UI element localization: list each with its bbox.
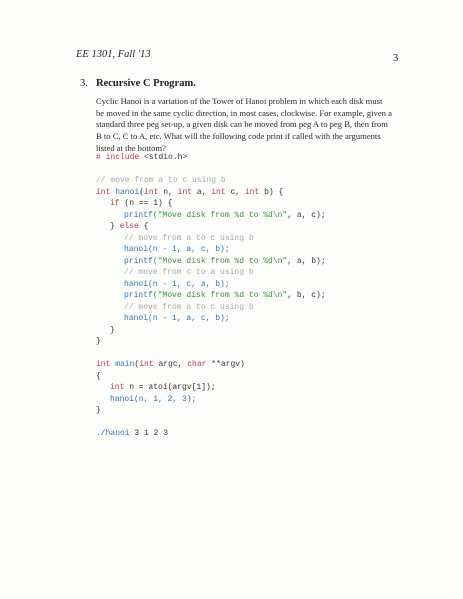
recursive-call: hanoi(n - 1, a, c, b); [124, 314, 230, 323]
code-text: , b, c); [287, 291, 326, 300]
code-comment: // move from c to a using b [124, 268, 254, 277]
code-text: , a, b); [287, 257, 326, 266]
code-text: ( [139, 188, 145, 197]
variable-declaration [110, 383, 216, 392]
code-text: ( [134, 360, 140, 369]
preprocessor-directive: # include [96, 153, 140, 162]
program-name: ./hanoi [96, 429, 130, 438]
course-header: EE 1301, Fall '13 [76, 49, 151, 60]
printf-call [124, 211, 326, 220]
code-text: c, [225, 188, 245, 197]
function-name: printf [124, 291, 153, 300]
code-text: n, [158, 188, 178, 197]
problem-line: standard three peg set-up, a given disk can be moved from peg A to peg B, then from [96, 119, 388, 130]
string-literal: ("Move disk from %d to %d\n" [152, 291, 288, 300]
recursive-call: hanoi(n - 1, a, c, b); [124, 245, 230, 254]
code-text: (n == 1) { [119, 199, 173, 208]
keyword: int [96, 360, 111, 369]
string-literal: ("Move disk from %d to %d\n" [152, 211, 288, 220]
keyword: int [144, 188, 159, 197]
include-file: <stdio.h> [139, 153, 188, 162]
function-name: printf [124, 257, 153, 266]
code-comment: // move from a to c using b [96, 176, 226, 185]
function-name: main [110, 360, 135, 369]
code-text: a, [192, 188, 212, 197]
keyword: int [244, 188, 260, 197]
keyword: char [187, 360, 207, 369]
problem-line: Cyclic Hanoi is a variation of the Tower of Hanoi problem in which each disk must [96, 96, 383, 106]
code-text: **argv) [206, 360, 245, 369]
problem-description [96, 96, 403, 155]
function-signature [96, 188, 283, 197]
closing-brace: } [96, 406, 101, 415]
code-comment: // move from a to c using b [124, 234, 254, 243]
keyword: int [139, 360, 154, 369]
keyword: int [211, 188, 226, 197]
include-line [96, 153, 187, 162]
printf-call [124, 257, 326, 266]
code-text: argc, [153, 360, 188, 369]
problem-line: listed at the bottom? [96, 142, 166, 153]
page-number: 3 [393, 53, 399, 64]
closing-brace: } [96, 337, 101, 346]
opening-brace: { [96, 372, 101, 381]
command-arguments: 3 1 2 3 [129, 429, 169, 438]
function-name: hanoi [110, 188, 140, 197]
hanoi-call: hanoi(n, 1, 2, 3); [110, 395, 197, 404]
code-text: , a, c); [287, 211, 326, 220]
code-text: } [110, 222, 120, 231]
keyword: int [177, 188, 193, 197]
keyword: else [119, 222, 139, 231]
printf-call [124, 291, 326, 300]
code-text: { [138, 222, 149, 231]
closing-brace: } [110, 326, 115, 335]
problem-line: B to C, C to A, etc. What will the following code print if called with the arguments [96, 131, 381, 142]
problem-title: Recursive C Program. [96, 78, 196, 89]
keyword: if [110, 199, 120, 208]
keyword: int [96, 188, 111, 197]
code-text: n = atoi(argv[1]); [124, 383, 216, 392]
problem-line: be moved in the same cyclic direction, in most cases, clockwise. For example, given a [96, 107, 392, 118]
else-statement [110, 222, 148, 231]
code-comment: // move from a to c using b [124, 303, 254, 312]
command-line [96, 429, 168, 438]
keyword: int [110, 383, 125, 392]
main-signature [96, 360, 245, 369]
if-statement [110, 199, 172, 208]
problem-number: 3. [80, 78, 88, 89]
function-name: printf [124, 211, 153, 220]
recursive-call: hanoi(n - 1, c, a, b); [124, 280, 230, 289]
string-literal: ("Move disk from %d to %d\n" [152, 257, 288, 266]
code-text: b) { [259, 188, 284, 197]
